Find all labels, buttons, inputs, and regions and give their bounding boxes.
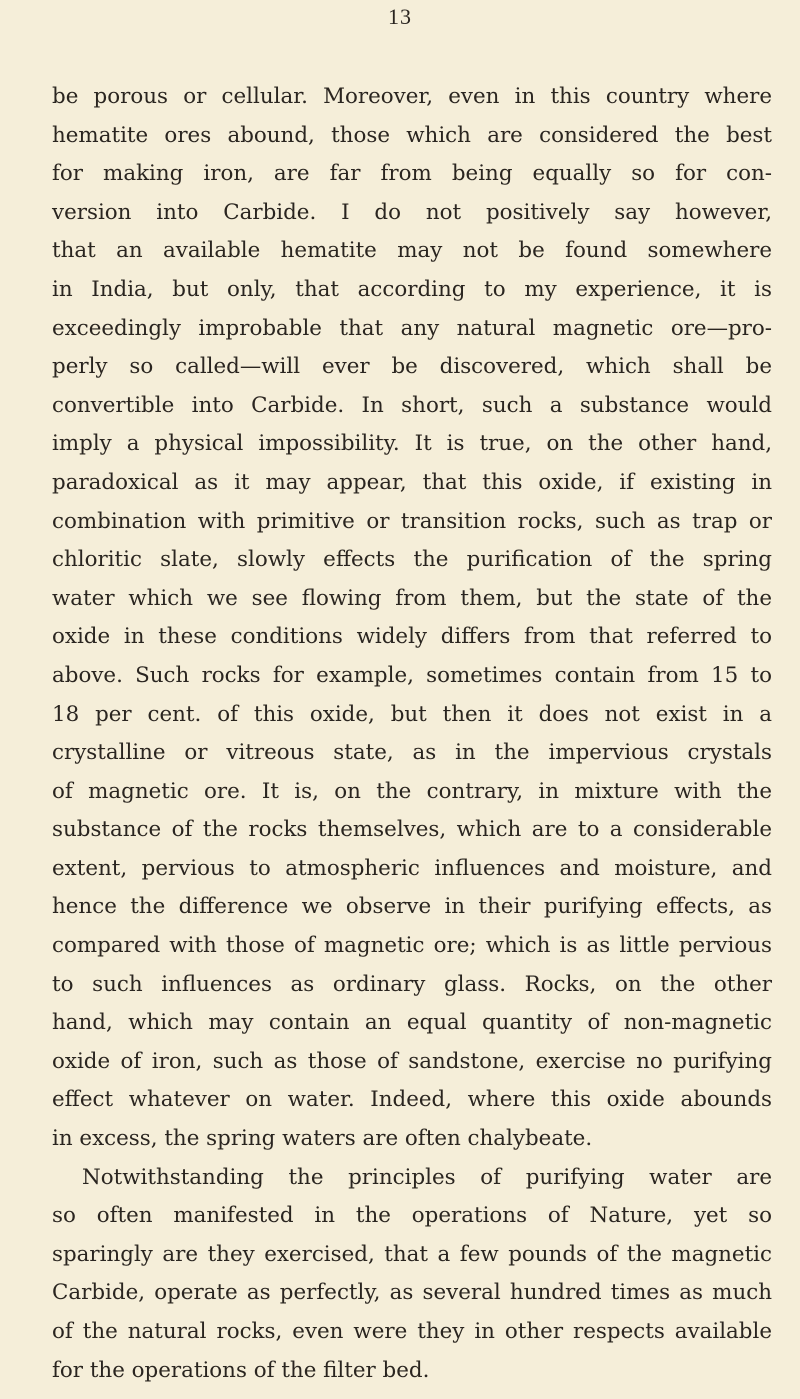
text-line: combination with primitive or transition rocks, such as trap or: [52, 508, 772, 534]
text-line: version into Carbide. I do not positively say however,: [52, 199, 772, 225]
text-line: sparingly are they exercised, that a few pounds of the magnetic: [52, 1241, 772, 1267]
body-text: [52, 78, 772, 1390]
text-line: substance of the rocks themselves, which are to a considerable: [52, 817, 772, 843]
text-line: effect whatever on water. Indeed, where this oxide abounds: [52, 1087, 772, 1113]
text-line: Carbide, operate as perfectly, as several hundred times as much: [52, 1280, 772, 1306]
text-line: oxide of iron, such as those of sandstone, exercise no purifying: [52, 1048, 772, 1074]
text-line: hand, which may contain an equal quantity of non-magnetic: [52, 1010, 772, 1036]
text-line: of the natural rocks, even were they in other respects available: [52, 1319, 772, 1344]
text-line: imply a physical impossibility. It is true, on the other hand,: [52, 431, 772, 457]
text-line: so often manifested in the operations of Nature, yet so: [52, 1203, 772, 1229]
text-line: oxide in these conditions widely differs from that referred to: [52, 624, 772, 650]
text-line: extent, pervious to atmospheric influences and moisture, and: [52, 855, 772, 881]
page-number: 13: [388, 4, 412, 29]
text-line: in India, but only, that according to my experience, it is: [52, 276, 772, 302]
text-line: hence the difference we observe in their purifying effects, as: [52, 894, 772, 920]
text-line: that an available hematite may not be found somewhere: [52, 238, 772, 264]
text-line: compared with those of magnetic ore; which is as little pervious: [52, 933, 772, 959]
text-line: for the operations of the filter bed.: [52, 1357, 430, 1383]
text-line: chloritic slate, slowly effects the purification of the spring: [52, 547, 772, 573]
text-line: paradoxical as it may appear, that this oxide, if existing in: [52, 469, 772, 495]
text-line: convertible into Carbide. In short, such a substance would: [52, 392, 772, 418]
text-line: 18 per cent. of this oxide, but then it does not exist in a: [52, 701, 772, 727]
text-line: exceedingly improbable that any natural magnetic ore—pro-: [52, 315, 772, 341]
text-line: above. Such rocks for example, sometimes contain from 15 to: [52, 662, 772, 688]
text-line: to such influences as ordinary glass. Rocks, on the other: [52, 971, 772, 997]
text-line: of magnetic ore. It is, on the contrary, in mixture with the: [52, 778, 772, 804]
text-line: hematite ores abound, those which are considered the best: [52, 122, 772, 148]
text-line: for making iron, are far from being equally so for con-: [52, 161, 772, 187]
text-line: be porous or cellular. Moreover, even in this country where: [52, 84, 772, 109]
text-line: crystalline or vitreous state, as in the impervious crystals: [52, 740, 772, 766]
text-line: Notwithstanding the principles of purifying water are: [82, 1164, 772, 1190]
text-line: water which we see flowing from them, but the state of the: [52, 585, 772, 611]
text-line: in excess, the spring waters are often chalybeate.: [52, 1126, 593, 1152]
text-line: perly so called—will ever be discovered, which shall be: [52, 354, 772, 380]
